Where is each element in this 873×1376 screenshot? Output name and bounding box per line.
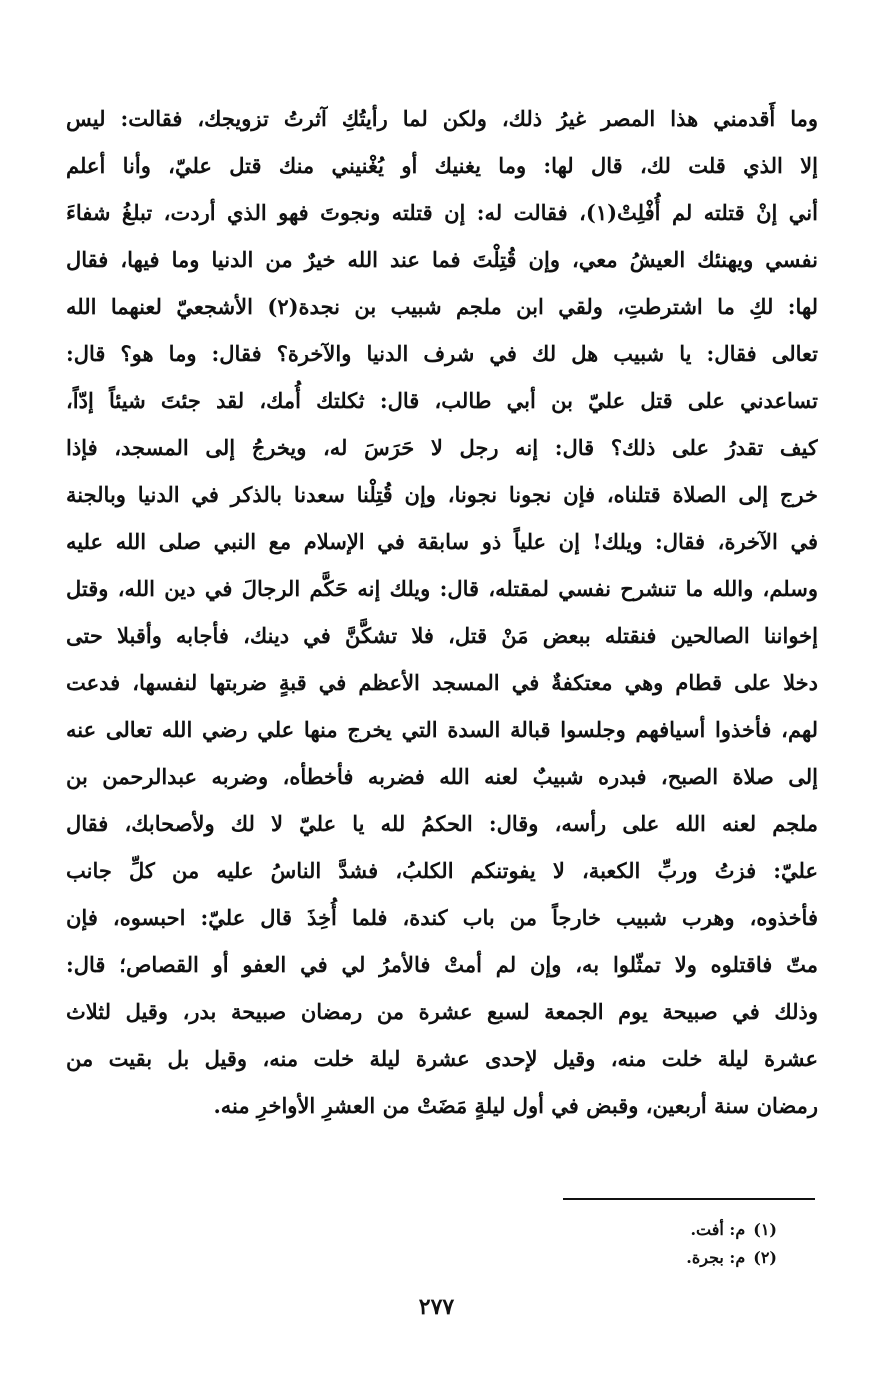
footnote-text: م: أفت. (690, 1220, 746, 1239)
text-line: إخواننا الصالحين فنقتله ببعض مَنْ قتل، فلا تشكَّنَّ في دينك، فأجابه وأقبلا حتى (66, 623, 818, 648)
text-line: رمضان سنة أربعين، وقبض في أول ليلةٍ مَضَتْ من العشرِ الأواخرِ منه. (213, 1093, 818, 1118)
text-line: إلى صلاة الصبح، فبدره شبيبٌ لعنه الله فضربه فأخطأه، وضربه عبدالرحمن بن (66, 764, 818, 789)
footnote-separator (563, 1198, 815, 1200)
text-line: وذلك في صبيحة يوم الجمعة لسبع عشرة من رمضان صبيحة بدر، وقيل لثلاث (66, 999, 818, 1024)
text-line: فأخذوه، وهرب شبيب خارجاً من باب كندة، فلما أُخِذَ قال عليّ: احبسوه، فإن (66, 905, 818, 930)
footnote-marker: (١) (753, 1220, 777, 1239)
text-line: متّ فاقتلوه ولا تمثّلوا به، وإن لم أمتْ فالأمرُ لي في العفو أو القصاص؛ قال: (66, 952, 818, 977)
text-line: في الآخرة، فقال: ويلك! إن علياً ذو سابقة في الإسلام مع النبي صلى الله عليه (66, 529, 818, 554)
text-line: نفسي ويهنئك العيشُ معي، وإن قُتِلْتَ فما عند الله خيرٌ من الدنيا وما فيها، فقال (66, 247, 818, 272)
text-line: ملجم لعنه الله على رأسه، وقال: الحكمُ لله يا عليّ لا لك ولأصحابك، فقال (66, 811, 818, 836)
text-line: أني إنْ قتلته لم أُفْلِتْ(١)، فقالت له: إن قتلته ونجوتَ فهو الذي أردت، تبلغُ شفاءَ (66, 200, 818, 225)
footnote-item (377, 1244, 777, 1272)
text-line: عشرة ليلة خلت منه، وقيل لإحدى عشرة ليلة خلت منه، وقيل بل بقيت من (66, 1046, 818, 1071)
text-line: وما أَقدمني هذا المصر غيرُ ذلك، ولكن لما رأيتُكِ آثرتُ تزويجك، فقالت: ليس (66, 106, 818, 131)
page-number: ٢٧٧ (418, 1294, 455, 1320)
text-line: وسلم، والله ما تنشرح نفسي لمقتله، قال: ويلك إنه حَكَّم الرجالَ في دين الله، وقتل (66, 576, 818, 601)
text-line: إلا الذي قلت لك، قال لها: وما يغنيك أو يُغْنيني منك قتل عليّ، وأنا أعلم (66, 153, 818, 178)
text-line: دخلا على قطام وهي معتكفةٌ في المسجد الأعظم في قبةٍ ضربتها لنفسها، فدعت (66, 670, 818, 695)
footnote-text: م: بجرة. (686, 1248, 746, 1267)
text-line: لها: لكِ ما اشترطتِ، ولقي ابن ملجم شبيب بن نجدة(٢) الأشجعيّ لعنهما الله (66, 294, 818, 319)
text-line: عليّ: فزتُ وربِّ الكعبة، لا يفوتنكم الكلبُ، فشدَّ الناسُ عليه من كلِّ جانب (66, 858, 818, 883)
text-line: تساعدني على قتل عليّ بن أبي طالب، قال: ثكلتك أُمك، لقد جئتَ شيئاً إدّاً، (66, 388, 818, 413)
main-text (66, 95, 818, 1129)
footnote-marker: (٢) (753, 1248, 777, 1267)
text-line: لهم، فأخذوا أسيافهم وجلسوا قبالة السدة التي يخرج منها علي رضي الله تعالى عنه (66, 717, 818, 742)
footnotes (377, 1216, 777, 1272)
footnote-item (377, 1216, 777, 1244)
text-line: خرج إلى الصلاة قتلناه، فإن نجونا نجونا، وإن قُتِلْنا سعدنا بالذكر في الدنيا وبالجنة (66, 482, 818, 507)
text-line: كيف تقدرُ على ذلك؟ قال: إنه رجل لا حَرَسَ له، ويخرجُ إلى المسجد، فإذا (66, 435, 818, 460)
text-line: تعالى فقال: يا شبيب هل لك في شرف الدنيا والآخرة؟ فقال: وما هو؟ قال: (66, 341, 818, 366)
